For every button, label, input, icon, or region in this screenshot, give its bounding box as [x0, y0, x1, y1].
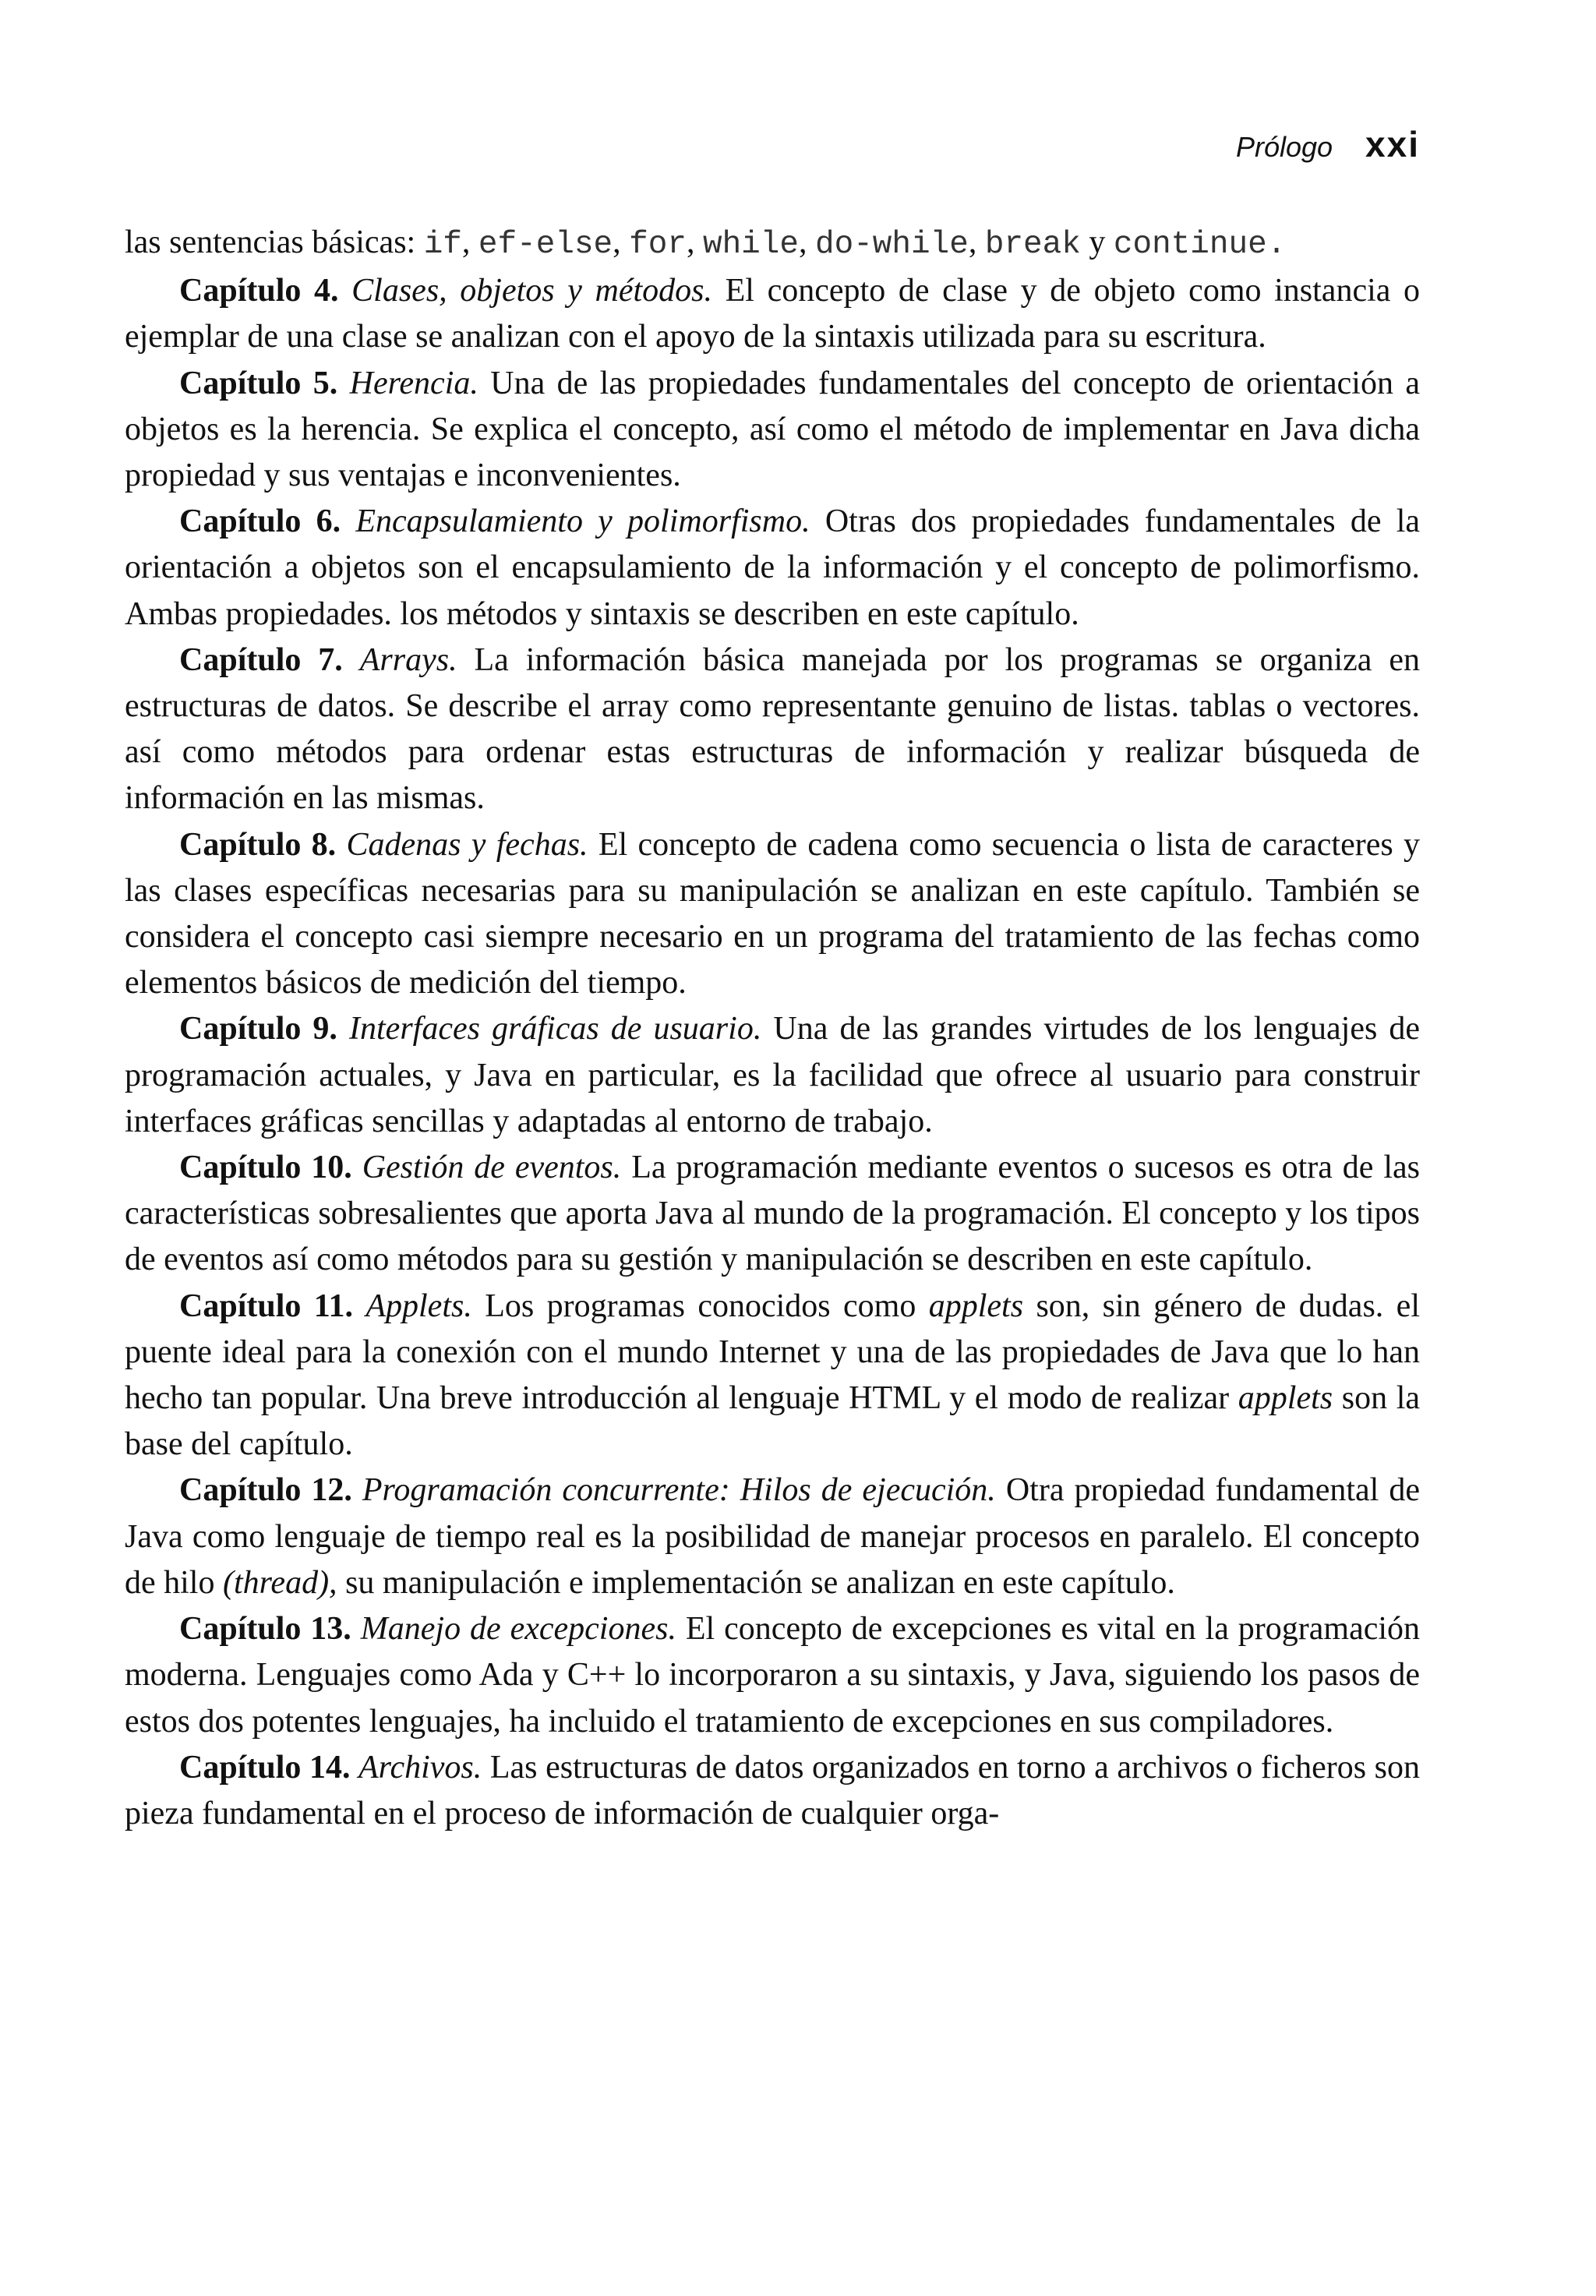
- chapter-label: Capítulo 7.: [179, 641, 343, 678]
- chapter-title: Archivos.: [358, 1749, 482, 1786]
- chapter-title: Encapsulamiento y polimorfismo.: [355, 503, 810, 540]
- intro-paragraph: las sentencias básicas: if, ef-else, for, while, do-while, break y continue.: [125, 224, 1287, 263]
- chapter-5-paragraph: [125, 361, 1420, 500]
- running-head-title: Prólogo: [1235, 131, 1333, 163]
- book-page: [125, 0, 1420, 2296]
- chapter-label: Capítulo 6.: [179, 503, 341, 540]
- chapter-4-paragraph: [125, 268, 1420, 360]
- chapter-label: Capítulo 12.: [179, 1472, 352, 1509]
- term-thread: (thread),: [222, 1564, 337, 1601]
- chapter-10-paragraph: [125, 1145, 1420, 1284]
- chapter-title: Arrays.: [359, 641, 457, 678]
- chapter-description: su manipulación e implementación se analizan en este capítulo.: [337, 1564, 1175, 1601]
- chapter-title: Applets.: [365, 1288, 472, 1324]
- body-text: [125, 220, 1420, 1837]
- chapter-title: Cadenas y fechas.: [346, 826, 588, 863]
- chapter-description: son, sin género de dudas. el puente ideal para la conexión con el mundo Internet y una de las propiedades de Java que lo han hecho tan popular. Una breve introducción al lenguaje HTML y el modo de realizar: [125, 1288, 1420, 1417]
- keyword-if: if: [423, 227, 462, 263]
- keyword-continue: continue: [1113, 227, 1267, 263]
- chapter-label: Capítulo 10.: [179, 1150, 352, 1186]
- chapter-label: Capítulo 8.: [179, 826, 337, 863]
- chapter-label: Capítulo 9.: [179, 1011, 337, 1047]
- chapter-description: El concepto de clase y de objeto como instancia o ejemplar de una clase se analizan con el apoyo de la sintaxis utilizada para su escritura.: [125, 273, 1421, 355]
- keyword-ef-else: ef-else: [478, 227, 613, 263]
- chapter-title: Programación concurrente: Hilos de ejecución.: [362, 1472, 996, 1509]
- chapter-label: Capítulo 4.: [179, 273, 339, 309]
- chapter-description: son la base del capítulo.: [125, 1380, 1421, 1463]
- chapter-description: Una de las propiedades fundamentales del concepto de orientación a objetos es la herencia. Se explica el concepto, así como el método de implementar en Java dicha propiedad y sus ventajas e inconvenientes.: [125, 365, 1420, 494]
- running-head: [1236, 123, 1420, 170]
- keyword-for: for: [629, 227, 687, 263]
- chapter-11-paragraph: [125, 1284, 1420, 1468]
- intro-text: las sentencias básicas:: [125, 224, 424, 260]
- chapter-label: Capítulo 13.: [179, 1611, 351, 1648]
- chapter-12-paragraph: [125, 1468, 1420, 1606]
- chapter-label: Capítulo 5.: [179, 365, 338, 401]
- term-applets: applets: [1238, 1380, 1333, 1417]
- chapter-title: Interfaces gráficas de usuario.: [349, 1011, 762, 1047]
- chapter-description: Otra propiedad fundamental de Java como lenguaje de tiempo real es la posibilidad de manejar procesos en paralelo. El concepto de hilo: [125, 1472, 1420, 1601]
- chapter-description: Los programas conocidos como: [485, 1288, 929, 1324]
- chapter-title: Herencia.: [349, 365, 478, 401]
- chapter-label: Capítulo 14.: [179, 1749, 351, 1786]
- chapter-description: El concepto de cadena como secuencia o lista de caracteres y las clases específicas necesarias para su manipulación se analizan en este capítulo. También se considera el concepto casi siempre necesario en un programa del tratamiento de las fechas como elementos básicos de medición del tiempo.: [125, 826, 1421, 1001]
- chapter-13-paragraph: [125, 1606, 1420, 1745]
- chapter-description: El concepto de excepciones es vital en la programación moderna. Lenguajes como Ada y C++ lo incorporaron a su sintaxis, y Java, siguiendo los pasos de estos dos potentes lenguajes, ha incluido el tratamiento de excepciones en sus compiladores.: [125, 1611, 1421, 1740]
- keyword-while: while: [702, 227, 799, 263]
- chapter-6-paragraph: [125, 499, 1420, 638]
- chapter-description: Una de las grandes virtudes de los lenguajes de programación actuales, y Java en particular, es la facilidad que ofrece al usuario para construir interfaces gráficas sencillas y adaptadas al entorno de trabajo.: [125, 1011, 1421, 1139]
- chapter-14-paragraph: [125, 1745, 1420, 1837]
- chapter-description: La información básica manejada por los programas se organiza en estructuras de datos. Se describe el array como representante genuino de listas. tablas o vectores. así como métodos para ordenar estas estructuras de información y realizar búsqueda de información en las mismas.: [125, 641, 1421, 817]
- chapter-description: Otras dos propiedades fundamentales de la orientación a objetos son el encapsulamiento de la información y el concepto de polimorfismo. Ambas propiedades. los métodos y sintaxis se describen en este capítulo.: [125, 503, 1421, 632]
- chapter-9-paragraph: [125, 1006, 1420, 1145]
- term-applets: applets: [928, 1288, 1024, 1324]
- chapter-description: La programación mediante eventos o sucesos es otra de las características sobresalientes que aporta Java al mundo de la programación. El concepto y los tipos de eventos así como métodos para su gestión y manipulación se describen en este capítulo.: [125, 1150, 1421, 1278]
- chapter-title: Gestión de eventos.: [362, 1150, 622, 1186]
- chapter-8-paragraph: [125, 822, 1420, 1007]
- chapter-title: Manejo de excepciones.: [360, 1611, 676, 1648]
- keyword-do-while: do-while: [815, 227, 969, 263]
- chapter-label: Capítulo 11.: [179, 1288, 353, 1324]
- chapter-title: Clases, objetos y métodos.: [351, 273, 713, 309]
- chapter-7-paragraph: [125, 638, 1420, 822]
- chapter-description: Las estructuras de datos organizados en torno a archivos o ficheros son pieza fundamental en el proceso de información de cualquier orga-: [125, 1749, 1421, 1832]
- keyword-break: break: [984, 227, 1081, 263]
- page-number: xxi: [1365, 124, 1420, 164]
